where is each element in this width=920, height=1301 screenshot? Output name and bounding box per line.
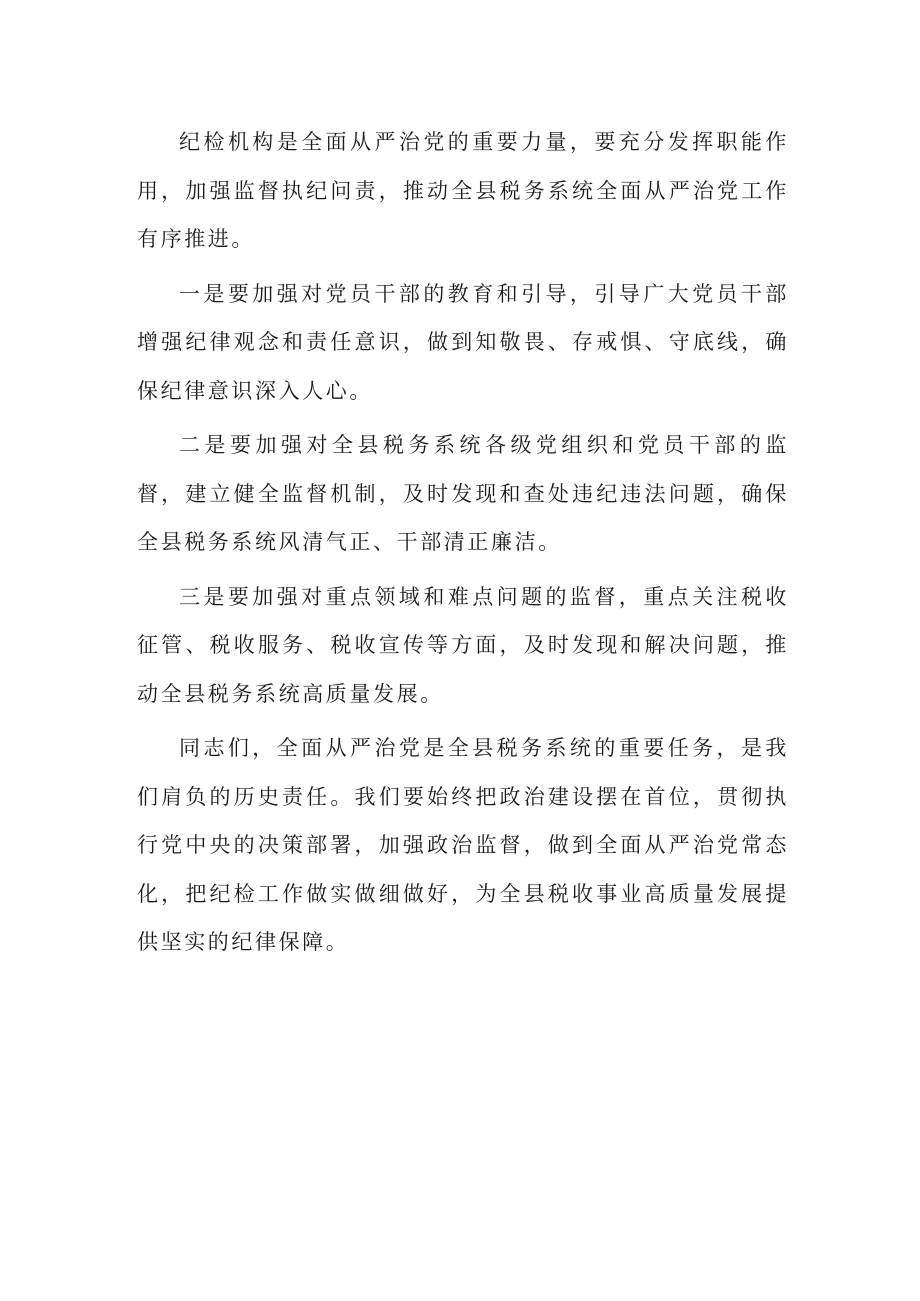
paragraph-conclusion: 同志们，全面从严治党是全县税务系统的重要任务，是我们肩负的历史责任。我们要始终把政治建设摆在首位，贯彻执行党中央的决策部署，加强政治监督，做到全面从严治党常态化，把纪检工作做实做细做好，为全县税收事业高质量发展提供坚实的纪律保障。 <box>137 736 789 954</box>
document-body <box>137 118 789 973</box>
paragraph-discipline-inspection: 纪检机构是全面从严治党的重要力量，要充分发挥职能作用，加强监督执纪问责，推动全县税务系统全面从严治党工作有序推进。 <box>137 130 789 251</box>
paragraph-point-one: 一是要加强对党员干部的教育和引导，引导广大党员干部增强纪律观念和责任意识，做到知敬畏、存戒惧、守底线，确保纪律意识深入人心。 <box>137 281 789 403</box>
paragraph-point-two: 二是要加强对全县税务系统各级党组织和党员干部的监督，建立健全监督机制，及时发现和查处违纪违法问题，确保全县税务系统风清气正、干部清正廉洁。 <box>137 433 789 554</box>
paragraph-point-three: 三是要加强对重点领域和难点问题的监督，重点关注税收征管、税收服务、税收宣传等方面，及时发现和解决问题，推动全县税务系统高质量发展。 <box>137 584 789 706</box>
